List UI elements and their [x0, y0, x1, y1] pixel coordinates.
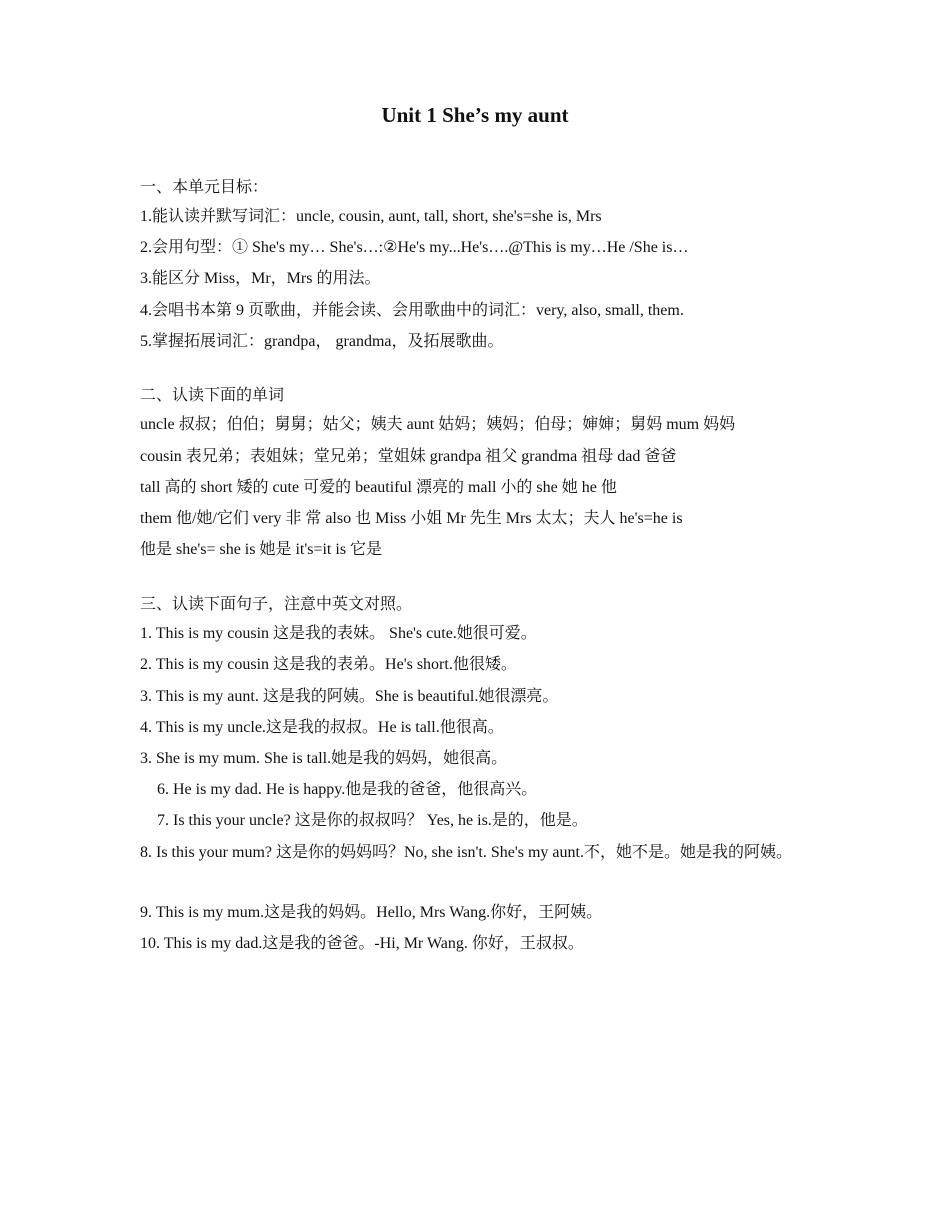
sentence-item: 7. Is this your uncle? 这是你的叔叔吗？ Yes, he is.是的，他是。 [157, 812, 588, 829]
vocab-line: uncle 叔叔；伯伯；舅舅；姑父；姨夫 aunt 姑妈；姨妈；伯母；婶婶；舅妈 mum 妈妈 [140, 416, 736, 433]
sentence-item: 2. This is my cousin 这是我的表弟。He's short.他很矮。 [140, 656, 517, 673]
goal-item: 4.会唱书本第 9 页歌曲，并能会读、会用歌曲中的词汇：very, also, small, them. [140, 302, 684, 319]
goal-item: 1.能认读并默写词汇：uncle, cousin, aunt, tall, short, she's=she is, Mrs [140, 208, 602, 225]
vocab-line: tall 高的 short 矮的 cute 可爱的 beautiful 漂亮的 mall 小的 she 她 he 他 [140, 479, 617, 496]
vocab-line: them 他/她/它们 very 非 常 also 也 Miss 小姐 Mr 先生 Mrs 太太；夫人 he's=he is [140, 510, 683, 527]
section-heading-words: 二、认读下面的单词 [140, 387, 285, 404]
vocab-line: 他是 she's= she is 她是 it's=it is 它是 [140, 541, 383, 558]
section-heading-sentences: 三、认读下面句子，注意中英文对照。 [140, 596, 413, 613]
sentence-item: 6. He is my dad. He is happy.他是我的爸爸，他很高兴。 [157, 781, 538, 798]
page-title: Unit 1 She’s my aunt [381, 103, 569, 127]
goal-item: 2.会用句型：① She's my… She's…:②He's my...He's….@This is my…He /She is… [140, 239, 689, 256]
sentence-item: 10. This is my dad.这是我的爸爸。-Hi, Mr Wang. 你好，王叔叔。 [140, 935, 584, 952]
section-heading-goals: 一、本单元目标： [140, 179, 269, 196]
vocab-line: cousin 表兄弟；表姐妹；堂兄弟；堂姐妹 grandpa 祖父 grandma 祖母 dad 爸爸 [140, 448, 677, 465]
sentence-item: 9. This is my mum.这是我的妈妈。Hello, Mrs Wang.你好，王阿姨。 [140, 904, 603, 921]
goal-item: 5.掌握拓展词汇：grandpa， grandma，及拓展歌曲。 [140, 333, 504, 350]
sentence-item: 4. This is my uncle.这是我的叔叔。He is tall.他很高。 [140, 719, 504, 736]
sentence-item: 3. This is my aunt. 这是我的阿姨。She is beautiful.她很漂亮。 [140, 688, 559, 705]
goal-item: 3.能区分 Miss，Mr，Mrs 的用法。 [140, 270, 381, 287]
sentence-item: 1. This is my cousin 这是我的表妹。 She's cute.她很可爱。 [140, 625, 537, 642]
sentence-item: 3. She is my mum. She is tall.她是我的妈妈，她很高。 [140, 750, 508, 767]
sentence-item: 8. Is this your mum? 这是你的妈妈吗？No, she isn't. She's my aunt.不，她不是。她是我的阿姨。 [140, 844, 792, 861]
